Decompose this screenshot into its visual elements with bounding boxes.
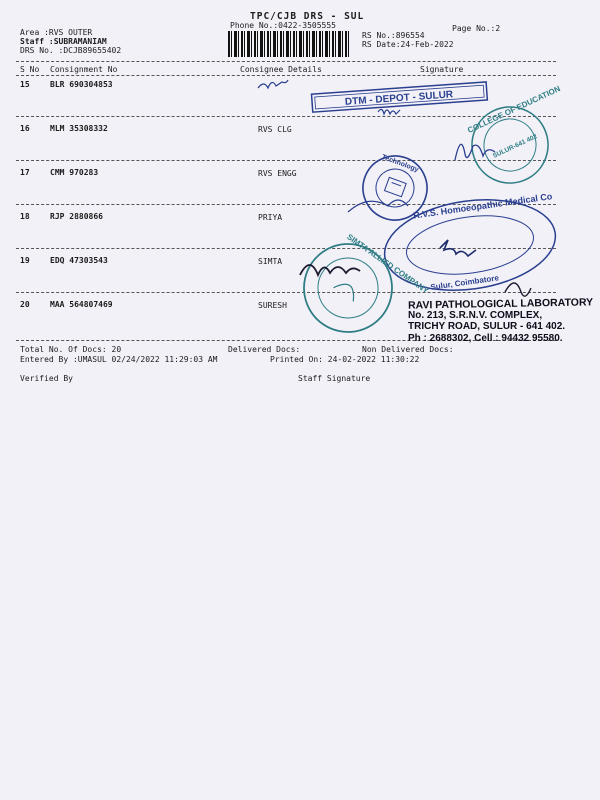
document-title: TPC/CJB DRS - SUL xyxy=(250,11,365,22)
row-sno: 15 xyxy=(20,80,30,89)
signature-mark xyxy=(348,200,408,212)
row-consignee: RVS ENGG xyxy=(258,169,297,178)
row-consignee: SURESH xyxy=(258,301,287,310)
page-number: Page No.:2 xyxy=(452,24,501,33)
depot-stamp xyxy=(312,82,488,112)
signature-mark xyxy=(505,283,531,296)
row-consignment: MAA 564807469 xyxy=(50,300,113,309)
signature-mark xyxy=(378,109,400,114)
printed-on: Printed On: 24-02-2022 11:30:22 xyxy=(270,355,420,364)
row-consignee: SIMTA xyxy=(258,257,283,266)
col-consignee: Consignee Details xyxy=(240,65,322,74)
row-sno: 16 xyxy=(20,124,30,133)
lab-stamp-address2: TRICHY ROAD, SULUR - 641 402. xyxy=(408,321,566,332)
row-consignee: RVS CLG xyxy=(258,125,292,134)
rs-number: RS No.:896554 xyxy=(362,31,425,40)
rs-date: RS Date:24-Feb-2022 xyxy=(362,40,454,49)
row-sno: 17 xyxy=(20,168,30,177)
total-docs: Total No. Of Docs: 20 xyxy=(20,345,122,354)
row-consignment: MLM 35308332 xyxy=(50,124,108,133)
phone-number: Phone No.:0422-3505555 xyxy=(230,21,336,30)
signature-mark xyxy=(440,240,476,256)
row-sno: 20 xyxy=(20,300,30,309)
college-stamp-text: COLLEGE OF EDUCATION xyxy=(466,84,562,135)
col-consignment: Consignment No xyxy=(50,65,118,74)
lab-stamp-address1: No. 213, S.R.N.V. COMPLEX, xyxy=(408,310,543,321)
staff-label: Staff :SUBRAMANIAM xyxy=(20,37,107,46)
col-sno: S No xyxy=(20,65,40,74)
technology-stamp-text: Technology xyxy=(380,153,420,174)
homoeopathic-stamp xyxy=(379,189,564,300)
simta-stamp-text: SIMTA ALLIED COMPANY xyxy=(345,232,431,296)
depot-stamp-text: DTM - DEPOT - SULUR xyxy=(344,89,454,108)
row-consignment: RJP 2880866 xyxy=(50,212,103,221)
row-sno: 18 xyxy=(20,212,30,221)
college-stamp xyxy=(460,81,589,195)
non-delivered-docs: Non Delivered Docs: xyxy=(362,345,454,354)
row-consignee: PRIYA xyxy=(258,213,283,222)
entered-by: Entered By :UMASUL 02/24/2022 11:29:03 AM xyxy=(20,355,218,364)
delivered-docs: Delivered Docs: xyxy=(228,345,301,354)
staff-signature: Staff Signature xyxy=(298,374,371,383)
homoeopathic-stamp-text: R.V.S. Homoeopathic Medical Co xyxy=(412,191,553,221)
drs-number: DRS No. :DCJB89655402 xyxy=(20,46,122,55)
row-consignment: EDQ 47303543 xyxy=(50,256,108,265)
homoeopathic-stamp-sub: Sulur, Coimbatore xyxy=(429,273,500,292)
row-sno: 19 xyxy=(20,256,30,265)
verified-by: Verified By xyxy=(20,374,73,383)
area-label: Area :RVS OUTER xyxy=(20,28,93,37)
signature-mark xyxy=(258,80,288,88)
row-consignment: BLR 690304853 xyxy=(50,80,113,89)
col-signature: Signature xyxy=(420,65,464,74)
lab-stamp-name: RAVI PATHOLOGICAL LABORATORY xyxy=(407,296,594,312)
lab-stamp-phone: Ph : 2688302, Cell : 94432 95580. xyxy=(408,333,563,344)
college-stamp-sub: SULUR-641 402 xyxy=(491,133,539,160)
row-consignment: CMM 970283 xyxy=(50,168,99,177)
